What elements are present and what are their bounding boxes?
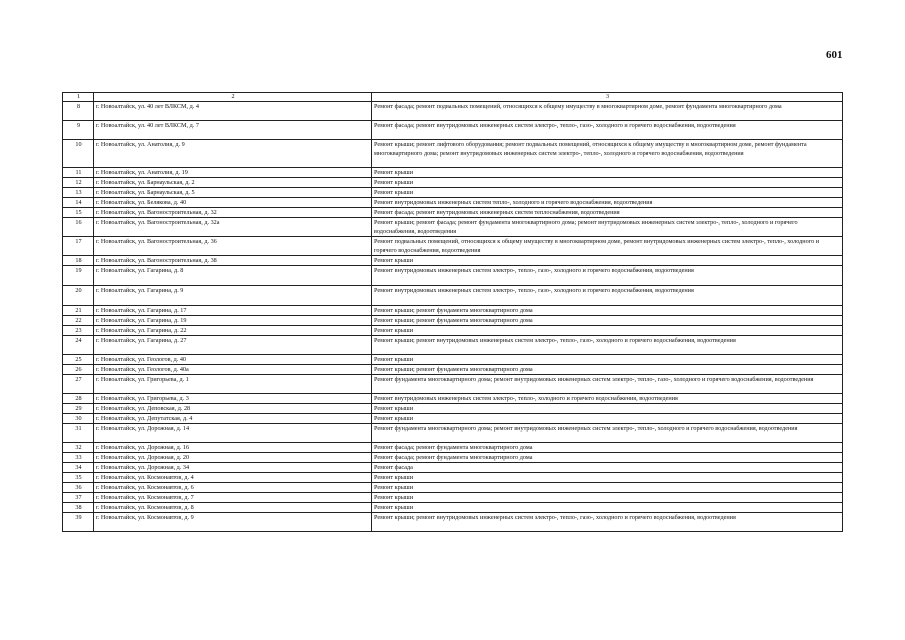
row-number: 20: [63, 286, 94, 306]
table-row: [63, 404, 843, 414]
table-row: [63, 513, 843, 532]
row-number: 26: [63, 365, 94, 375]
column-number-3: 3: [372, 93, 843, 102]
table-row: [63, 355, 843, 365]
row-number: 22: [63, 316, 94, 326]
works-cell: Ремонт крыши; ремонт лифтового оборудования; ремонт подвальных помещений, относящихся к общему имуществу в многоквартирном доме, ремонт фундамента многоквартирного дома; ремонт внутридомовых инженерных систем электро-, тепло-, холодного и горячего водоснабжения, водоотведения: [372, 140, 843, 168]
table-row: [63, 198, 843, 208]
table-row: [63, 483, 843, 493]
address-cell: г. Новоалтайск, ул. 40 лет ВЛКСМ, д. 7: [94, 121, 372, 140]
address-cell: г. Новоалтайск, ул. Барнаульская, д. 5: [94, 188, 372, 198]
address-cell: г. Новоалтайск, ул. Дорожная, д. 14: [94, 424, 372, 443]
address-cell: г. Новоалтайск, ул. Гагарина, д. 22: [94, 326, 372, 336]
row-number: 24: [63, 336, 94, 355]
row-number: 39: [63, 513, 94, 532]
table-row: [63, 266, 843, 286]
works-cell: Ремонт крыши: [372, 503, 843, 513]
row-number: 12: [63, 178, 94, 188]
address-cell: г. Новоалтайск, ул. Космонавтов, д. 6: [94, 483, 372, 493]
address-cell: г. Новоалтайск, ул. Белякова, д. 40: [94, 198, 372, 208]
row-number: 18: [63, 256, 94, 266]
table-row: [63, 375, 843, 394]
address-cell: г. Новоалтайск, ул. Депутатская, д. 4: [94, 414, 372, 424]
table-row: [63, 178, 843, 188]
row-number: 30: [63, 414, 94, 424]
table-row: [63, 453, 843, 463]
address-cell: г. Новоалтайск, ул. Космонавтов, д. 8: [94, 503, 372, 513]
works-cell: Ремонт крыши: [372, 188, 843, 198]
address-cell: г. Новоалтайск, ул. Космонавтов, д. 7: [94, 493, 372, 503]
works-cell: Ремонт крыши: [372, 178, 843, 188]
table-row: [63, 256, 843, 266]
row-number: 19: [63, 266, 94, 286]
address-cell: г. Новоалтайск, ул. Вагоностроительная, д. 38: [94, 256, 372, 266]
works-cell: Ремонт крыши; ремонт внутридомовых инженерных систем электро-, тепло-, газо-, холодного и горячего водоснабжения, водоотведения: [372, 513, 843, 532]
address-cell: г. Новоалтайск, ул. Григорьева, д. 3: [94, 394, 372, 404]
row-number: 28: [63, 394, 94, 404]
address-cell: г. Новоалтайск, ул. Анатолия, д. 9: [94, 140, 372, 168]
address-cell: г. Новоалтайск, ул. Дорожная, д. 16: [94, 443, 372, 453]
works-cell: Ремонт крыши; ремонт фасада; ремонт фундамента многоквартирного дома; ремонт внутридомовых инженерных систем электро-, тепло-, холодного и горячего водоснабжения, водоотведения: [372, 218, 843, 237]
table-row: [63, 316, 843, 326]
works-cell: Ремонт фасада; ремонт внутридомовых инженерных систем электро-, тепло-, газо-, холодного и горячего водоснабжения, водоотведения: [372, 121, 843, 140]
table-row: [63, 424, 843, 443]
row-number: 37: [63, 493, 94, 503]
works-cell: Ремонт фасада; ремонт фундамента многоквартирного дома: [372, 443, 843, 453]
works-cell: Ремонт фасада; ремонт внутридомовых инженерных систем теплоснабжения, водоотведения: [372, 208, 843, 218]
row-number: 31: [63, 424, 94, 443]
column-number-row: [63, 93, 843, 102]
address-cell: г. Новоалтайск, ул. Гагарина, д. 17: [94, 306, 372, 316]
table-row: [63, 306, 843, 316]
address-cell: г. Новоалтайск, ул. Гагарина, д. 9: [94, 286, 372, 306]
works-cell: Ремонт фасада; ремонт подвальных помещений, относящихся к общему имуществу в многоквартирном доме, ремонт фундамента многоквартирного дома: [372, 102, 843, 121]
row-number: 16: [63, 218, 94, 237]
row-number: 35: [63, 473, 94, 483]
row-number: 17: [63, 237, 94, 256]
table-row: [63, 102, 843, 121]
page-number: 601: [826, 49, 843, 61]
address-cell: г. Новоалтайск, ул. Гагарина, д. 27: [94, 336, 372, 355]
table-row: [63, 237, 843, 256]
row-number: 38: [63, 503, 94, 513]
table-row: [63, 188, 843, 198]
works-cell: Ремонт крыши: [372, 355, 843, 365]
row-number: 15: [63, 208, 94, 218]
works-cell: Ремонт крыши: [372, 483, 843, 493]
address-cell: г. Новоалтайск, ул. Космонавтов, д. 9: [94, 513, 372, 532]
table-row: [63, 286, 843, 306]
address-cell: г. Новоалтайск, ул. Гагарина, д. 8: [94, 266, 372, 286]
address-cell: г. Новоалтайск, ул. Космонавтов, д. 4: [94, 473, 372, 483]
works-cell: Ремонт подвальных помещений, относящихся к общему имуществу в многоквартирном доме, ремонт внутридомовых инженерных систем электро-, тепло-, холодного и горячего водоснабжения, водоотведения: [372, 237, 843, 256]
works-cell: Ремонт крыши: [372, 168, 843, 178]
address-cell: г. Новоалтайск, ул. Барнаульская, д. 2: [94, 178, 372, 188]
row-number: 10: [63, 140, 94, 168]
works-cell: Ремонт внутридомовых инженерных систем электро-, тепло-, холодного и горячего водоснабжения, водоотведения: [372, 394, 843, 404]
table-row: [63, 121, 843, 140]
address-cell: г. Новоалтайск, ул. Вагоностроительная, д. 36: [94, 237, 372, 256]
works-cell: Ремонт крыши: [372, 493, 843, 503]
repair-register-table: [62, 92, 843, 532]
works-cell: Ремонт крыши; ремонт внутридомовых инженерных систем электро-, тепло-, газо-, холодного и горячего водоснабжения, водоотведения: [372, 336, 843, 355]
row-number: 21: [63, 306, 94, 316]
works-cell: Ремонт внутридомовых инженерных систем электро-, тепло-, газо-, холодного и горячего водоснабжения, водоотведения: [372, 286, 843, 306]
table-row: [63, 443, 843, 453]
table-row: [63, 218, 843, 237]
address-cell: г. Новоалтайск, ул. Гагарина, д. 19: [94, 316, 372, 326]
row-number: 9: [63, 121, 94, 140]
works-cell: Ремонт крыши: [372, 326, 843, 336]
address-cell: г. Новоалтайск, ул. Геологов, д. 40: [94, 355, 372, 365]
table-row: [63, 473, 843, 483]
row-number: 25: [63, 355, 94, 365]
works-cell: Ремонт крыши; ремонт фундамента многоквартирного дома: [372, 306, 843, 316]
works-cell: Ремонт крыши: [372, 256, 843, 266]
table-row: [63, 336, 843, 355]
table-row: [63, 503, 843, 513]
row-number: 8: [63, 102, 94, 121]
address-cell: г. Новоалтайск, ул. Вагоностроительная, д. 32а: [94, 218, 372, 237]
column-number-1: 1: [63, 93, 94, 102]
row-number: 23: [63, 326, 94, 336]
address-cell: г. Новоалтайск, ул. Григорьева, д. 1: [94, 375, 372, 394]
table-row: [63, 365, 843, 375]
table-body: [63, 93, 843, 532]
table-row: [63, 208, 843, 218]
address-cell: г. Новоалтайск, ул. 40 лет ВЛКСМ, д. 4: [94, 102, 372, 121]
works-cell: Ремонт внутридомовых инженерных систем электро-, тепло-, газо-, холодного и горячего водоснабжения, водоотведения: [372, 266, 843, 286]
row-number: 36: [63, 483, 94, 493]
address-cell: г. Новоалтайск, ул. Дорожная, д. 20: [94, 453, 372, 463]
works-cell: Ремонт крыши; ремонт фундамента многоквартирного дома: [372, 316, 843, 326]
row-number: 29: [63, 404, 94, 414]
table-row: [63, 493, 843, 503]
row-number: 14: [63, 198, 94, 208]
address-cell: г. Новоалтайск, ул. Геологов, д. 40а: [94, 365, 372, 375]
works-cell: Ремонт фундамента многоквартирного дома; ремонт внутридомовых инженерных систем электро-, тепло-, холодного и горячего водоснабжения, водоотведения: [372, 424, 843, 443]
row-number: 33: [63, 453, 94, 463]
address-cell: г. Новоалтайск, ул. Дорожная, д. 34: [94, 463, 372, 473]
works-cell: Ремонт фундамента многоквартирного дома; ремонт внутридомовых инженерных систем электро-, тепло-, газо-, холодного и горячего водоснабжения, водоотведения: [372, 375, 843, 394]
table-row: [63, 394, 843, 404]
address-cell: г. Новоалтайск, ул. Анатолия, д. 19: [94, 168, 372, 178]
row-number: 11: [63, 168, 94, 178]
table-row: [63, 168, 843, 178]
works-cell: Ремонт фасада; ремонт фундамента многоквартирного дома: [372, 453, 843, 463]
table-row: [63, 140, 843, 168]
works-cell: Ремонт крыши: [372, 473, 843, 483]
address-cell: г. Новоалтайск, ул. Вагоностроительная, д. 32: [94, 208, 372, 218]
row-number: 34: [63, 463, 94, 473]
table-row: [63, 326, 843, 336]
row-number: 27: [63, 375, 94, 394]
works-cell: Ремонт фасада: [372, 463, 843, 473]
column-number-2: 2: [94, 93, 372, 102]
works-cell: Ремонт внутридомовых инженерных систем тепло-, холодного и горячего водоснабжения, водоотведения: [372, 198, 843, 208]
address-cell: г. Новоалтайск, ул. Деповская, д. 28: [94, 404, 372, 414]
works-cell: Ремонт крыши; ремонт фундамента многоквартирного дома: [372, 365, 843, 375]
row-number: 32: [63, 443, 94, 453]
table-row: [63, 414, 843, 424]
table-row: [63, 463, 843, 473]
works-cell: Ремонт крыши: [372, 404, 843, 414]
row-number: 13: [63, 188, 94, 198]
works-cell: Ремонт крыши: [372, 414, 843, 424]
